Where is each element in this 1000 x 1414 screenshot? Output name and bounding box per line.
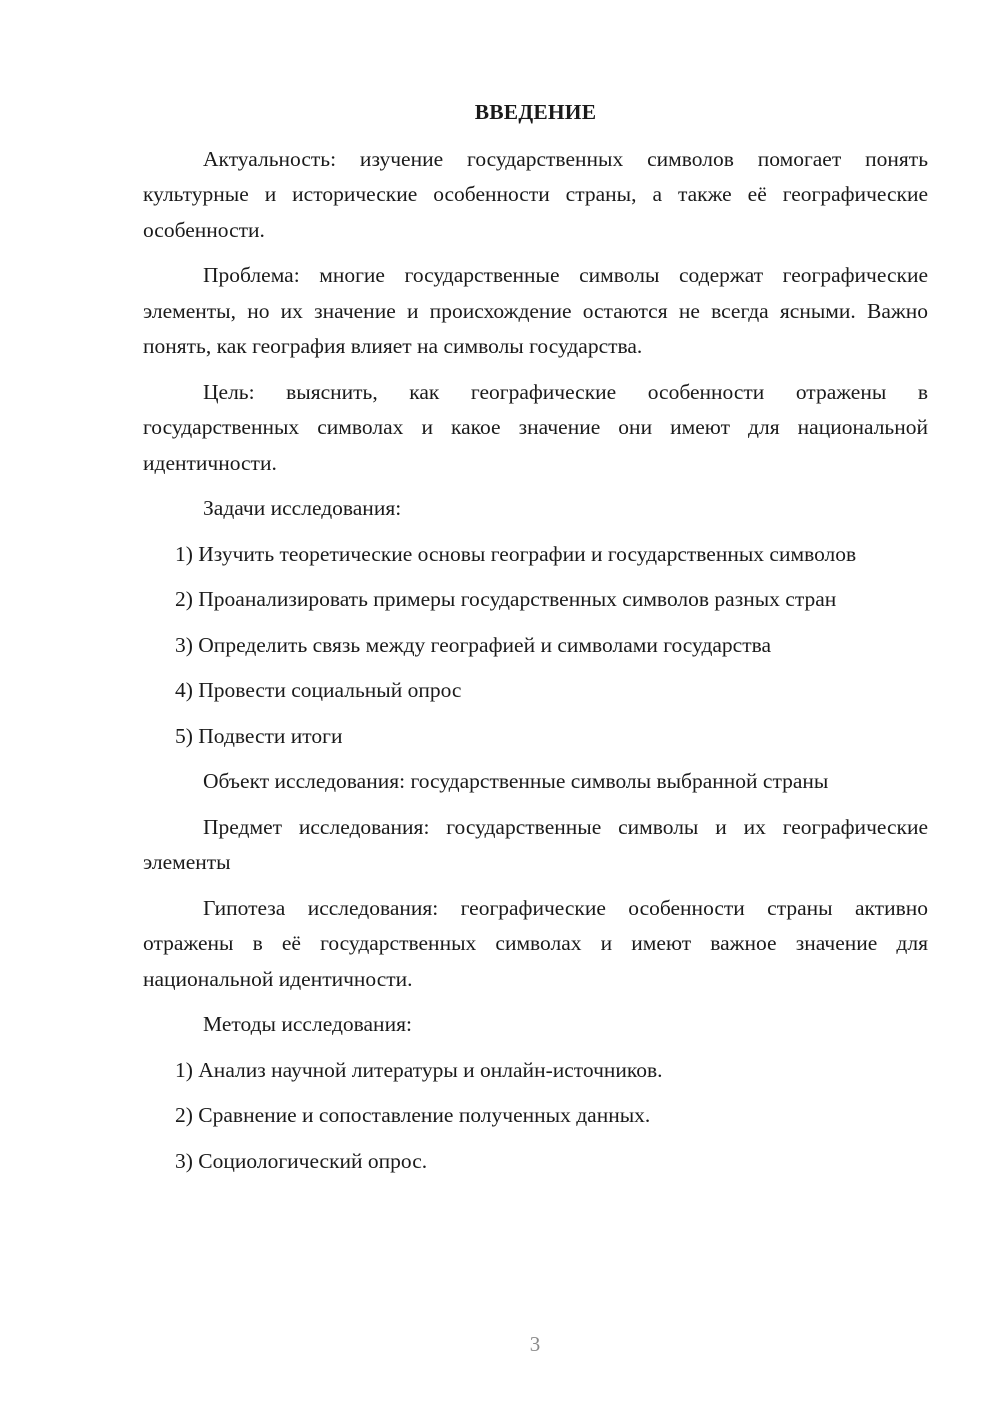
goal-paragraph: Цель: выяснить, как географические особенности отражены в государственных символах и какое значение они имеют для национальной идентичности. <box>143 379 928 475</box>
method-item: 1) Анализ научной литературы и онлайн-источников. <box>175 1057 663 1082</box>
method-item: 3) Социологический опрос. <box>175 1148 428 1173</box>
task-item: 1) Изучить теоретические основы географии и государственных символов <box>175 541 857 566</box>
task-item: 4) Провести социальный опрос <box>175 678 462 702</box>
subject-paragraph: Предмет исследования: государственные символы и их географические элементы <box>143 814 928 874</box>
object-paragraph: Объект исследования: государственные символы выбранной страны <box>203 769 829 793</box>
task-item: 5) Подвести итоги <box>175 723 343 748</box>
document-page <box>143 95 928 1189</box>
method-item: 2) Сравнение и сопоставление полученных данных. <box>175 1103 651 1127</box>
section-title: ВВЕДЕНИЕ <box>474 100 597 124</box>
page-number: 3 <box>529 1332 541 1356</box>
methods-heading: Методы исследования: <box>203 1012 412 1036</box>
hypothesis-paragraph: Гипотеза исследования: географические особенности страны активно отражены в её государственных символах и имеют важное значение для национальной идентичности. <box>143 895 928 991</box>
tasks-heading: Задачи исследования: <box>203 496 402 520</box>
relevance-paragraph: Актуальность: изучение государственных символов помогает понять культурные и исторические особенности страны, а также её географические особенности. <box>143 146 928 242</box>
problem-paragraph: Проблема: многие государственные символы содержат географические элементы, но их значение и происхождение остаются не всегда ясными. Важно понять, как география влияет на символы государства. <box>143 263 928 358</box>
methods-list <box>143 1053 928 1180</box>
task-item: 3) Определить связь между географией и символами государства <box>175 632 772 657</box>
task-item: 2) Проанализировать примеры государственных символов разных стран <box>175 587 837 611</box>
tasks-list <box>143 537 928 755</box>
